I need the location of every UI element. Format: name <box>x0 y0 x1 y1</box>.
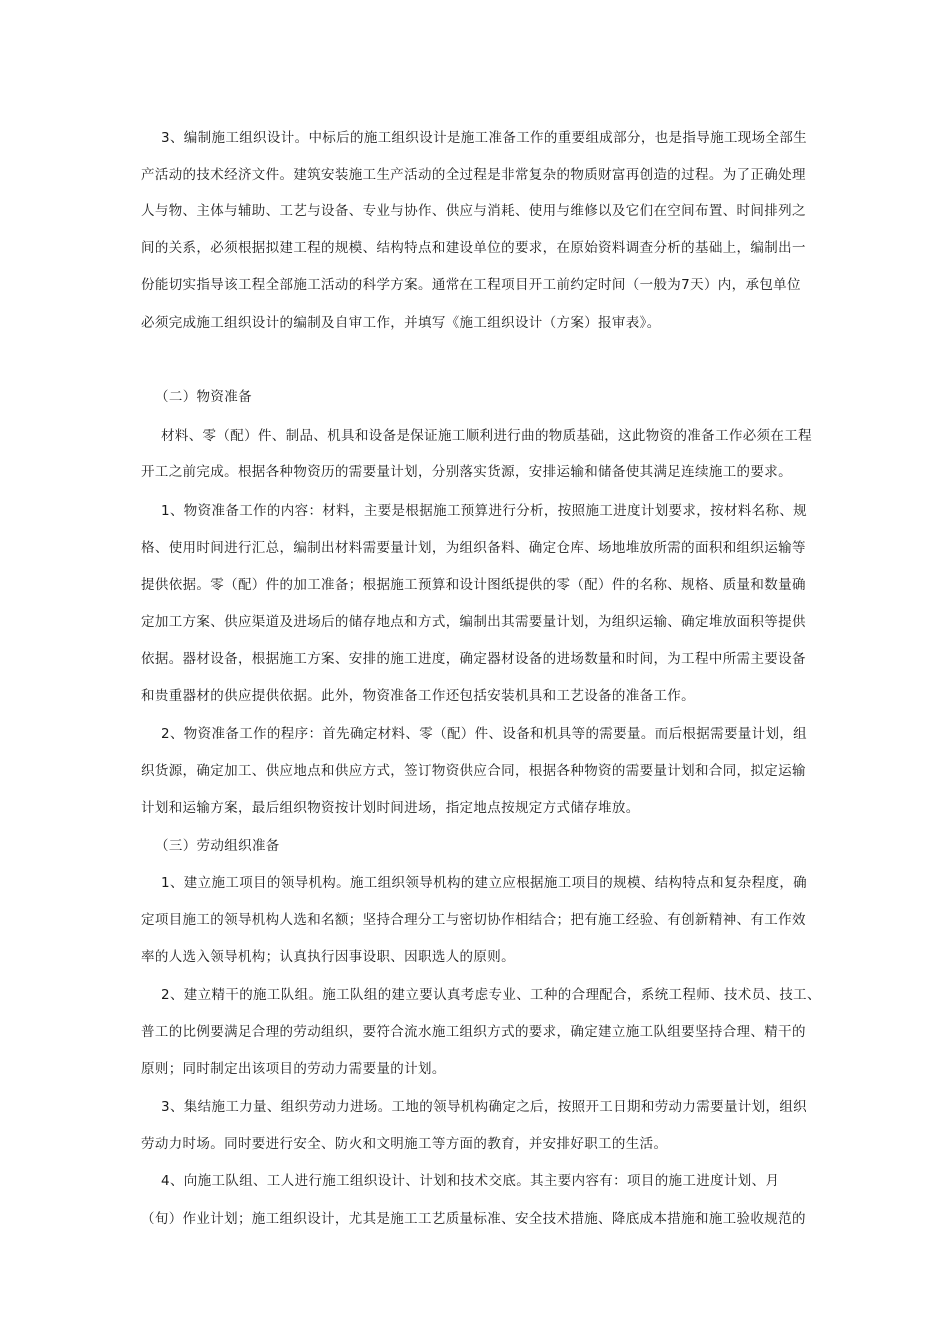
text-line: 2、物资准备工作的程序：首先确定材料、零（配）件、设备和机具等的需要量。而后根据需要量计划，组 <box>161 726 808 742</box>
text-line: 2、建立精干的施工队组。施工队组的建立要认真考虑专业、工种的合理配合，系统工程师、技术员、技工、 <box>161 987 821 1003</box>
text-line: 率的人选入领导机构；认真执行因事设职、因职选人的原则。 <box>141 949 515 965</box>
text-line: 3、集结施工力量、组织劳动力进场。工地的领导机构确定之后，按照开工日期和劳动力需要量计划，组织 <box>161 1099 808 1115</box>
text-line: 普工的比例要满足合理的劳动组织，要符合流水施工组织方式的要求，确定建立施工队组要坚持合理、精干的 <box>141 1024 806 1040</box>
text-line: 提供依据。零（配）件的加工准备；根据施工预算和设计图纸提供的零（配）件的名称、规格、质量和数量确 <box>141 577 806 593</box>
text-line: 份能切实指导该工程全部施工活动的科学方案。通常在工程项目开工前约定时间（一般为7天）内，承包单位 <box>141 277 801 293</box>
text-line: 劳动力时场。同时要进行安全、防火和文明施工等方面的教育，并安排好职工的生活。 <box>141 1136 668 1152</box>
section-heading: （二）物资准备 <box>155 389 252 405</box>
text-line: 和贵重器材的供应提供依据。此外，物资准备工作还包括安装机具和工艺设备的准备工作。 <box>141 688 695 704</box>
text-line: 4、向施工队组、工人进行施工组织设计、计划和技术交底。其主要内容有：项目的施工进度计划、月 <box>161 1173 780 1189</box>
text-line: 3、编制施工组织设计。中标后的施工组织设计是施工准备工作的重要组成部分，也是指导施工现场全部生 <box>161 130 808 146</box>
text-line: 定加工方案、供应渠道及进场后的储存地点和方式，编制出其需要量计划，为组织运输、确定堆放面积等提供 <box>141 614 806 630</box>
text-line: 必须完成施工组织设计的编制及自审工作，并填写《施工组织设计（方案）报审表》。 <box>141 315 661 331</box>
text-line: 材料、零（配）件、制品、机具和设备是保证施工顺利进行曲的物质基础，这此物资的准备工作必须在工程 <box>161 428 812 444</box>
text-line: 产活动的技术经济文件。建筑安装施工生产活动的全过程是非常复杂的物质财富再创造的过程。为了正确处理 <box>141 167 806 183</box>
text-line: 定项目施工的领导机构人选和名额；坚持合理分工与密切协作相结合；把有施工经验、有创新精神、有工作效 <box>141 912 806 928</box>
text-line: 织货源，确定加工、供应地点和供应方式，签订物资供应合同，根据各种物资的需要量计划和合同，拟定运输 <box>141 763 806 779</box>
text-line: 原则；同时制定出该项目的劳动力需要量的计划。 <box>141 1061 446 1077</box>
text-line: 间的关系，必须根据拟建工程的规模、结构特点和建设单位的要求，在原始资料调查分析的基础上，编制出一 <box>141 240 806 256</box>
text-line: （旬）作业计划；施工组织设计，尤其是施工工艺质量标准、安全技术措施、降底成本措施和施工验收规范的 <box>141 1211 806 1227</box>
text-line: 开工之前完成。根据各种物资历的需要量计划，分别落实货源，安排运输和储备使其满足连续施工的要求。 <box>141 464 792 480</box>
text-line: 格、使用时间进行汇总，编制出材料需要量计划，为组织备料、确定仓库、场地堆放所需的面积和组织运输等 <box>141 540 806 556</box>
text-line: 1、物资准备工作的内容：材料，主要是根据施工预算进行分析，按照施工进度计划要求，按材料名称、规 <box>161 503 808 519</box>
section-heading: （三）劳动组织准备 <box>155 838 280 854</box>
text-line: 依据。器材设备，根据施工方案、安排的施工进度，确定器材设备的进场数量和时间，为工程中所需主要设备 <box>141 651 806 667</box>
text-line: 1、建立施工项目的领导机构。施工组织领导机构的建立应根据施工项目的规模、结构特点和复杂程度，确 <box>161 875 808 891</box>
text-line: 计划和运输方案，最后组织物资按计划时间进场，指定地点按规定方式储存堆放。 <box>141 800 640 816</box>
text-line: 人与物、主体与辅助、工艺与设备、专业与协作、供应与消耗、使用与维修以及它们在空间布置、时间排列之 <box>141 203 806 219</box>
